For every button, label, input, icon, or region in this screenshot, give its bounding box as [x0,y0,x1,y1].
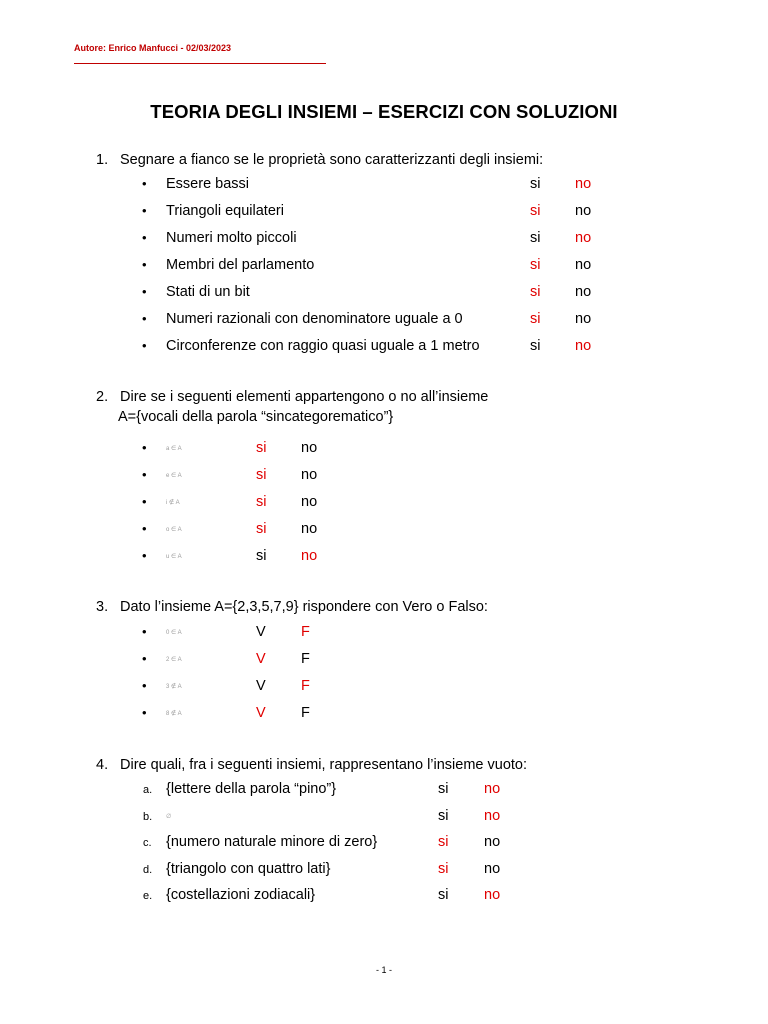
bullet: • [142,176,147,191]
answer-no: no [575,257,592,273]
list-item [0,834,768,854]
item-label: Numeri razionali con denominatore uguale a 0 [166,311,463,327]
list-item [0,781,768,801]
item-label: {lettere della parola “pino”} [166,781,337,797]
bullet: • [142,284,147,299]
list-item [0,521,768,541]
item-label: {triangolo con quattro lati} [166,860,331,877]
answer-yes: si [530,203,541,219]
answer-yes: si [530,257,541,273]
list-item [0,203,768,223]
answer-no: F [301,624,310,640]
list-item [0,887,768,907]
bullet: • [142,651,147,666]
list-item [0,311,768,331]
answer-no: no [301,548,318,564]
answer-no: no [484,860,501,877]
item-label: o ∈ A [166,527,182,533]
item-label: ∅ [166,813,172,820]
answer-yes: si [530,230,541,246]
item-label: i ∉ A [166,500,180,506]
list-item [0,284,768,304]
item-letter: a. [143,784,153,796]
list-item [0,548,768,568]
answer-no: F [301,651,310,667]
answer-no: no [575,230,592,246]
item-letter: d. [143,863,153,876]
item-label: Essere bassi [166,176,250,192]
item-label: 8 ∉ A [166,711,182,717]
answer-yes: si [530,311,541,327]
list-item [0,338,768,358]
list-item [0,440,768,460]
answer-yes: si [256,467,267,483]
bullet: • [142,203,147,218]
list-item [0,467,768,487]
bullet: • [142,624,147,639]
answer-yes: V [256,678,266,694]
bullet: • [142,678,147,693]
item-label: {numero naturale minore di zero} [166,834,378,850]
item-label: 3 ∉ A [166,684,182,690]
answer-no: no [301,494,318,510]
list-item [0,705,768,725]
answer-yes: si [256,548,267,564]
answer-no: no [484,781,501,797]
answer-yes: V [256,705,266,721]
answer-no: no [575,284,592,300]
item-letter: c. [143,837,152,849]
question-text: Segnare a fianco se le proprietà sono caratterizzanti degli insiemi: [120,152,544,168]
bullet: • [142,440,147,455]
page-title: TEORIA DEGLI INSIEMI – ESERCIZI CON SOLUZIONI [150,101,618,122]
answer-yes: si [438,860,449,877]
list-item [0,230,768,250]
item-label: Circonferenze con raggio quasi uguale a 1 metro [166,338,480,354]
answer-no: no [484,807,501,824]
header-rule [74,63,326,64]
bullet: • [142,494,147,509]
answer-yes: si [530,176,541,192]
bullet: • [142,257,147,272]
item-label: a ∈ A [166,446,182,452]
answer-yes: si [438,781,449,797]
question-text: Dire quali, fra i seguenti insiemi, rappresentano l’insieme vuoto: [120,757,528,773]
item-label: Triangoli equilateri [166,203,284,219]
answer-no: no [575,176,592,192]
bullet: • [142,311,147,326]
answer-yes: si [438,887,449,903]
list-item [0,651,768,671]
answer-yes: si [530,338,541,354]
question-text-line-2: A={vocali della parola “sincategorematico”} [118,409,394,425]
answer-no: no [484,887,501,903]
answer-no: no [484,834,501,850]
bullet: • [142,548,147,563]
answer-yes: si [256,440,267,456]
item-letter: b. [143,810,153,823]
page-number: - 1 - [375,965,392,975]
bullet: • [142,467,147,482]
item-label: Stati di un bit [166,284,250,300]
question-number: 3. [96,599,109,615]
list-item [0,678,768,698]
answer-yes: si [256,494,267,510]
question-number: 4. [96,757,109,773]
answer-no: no [575,311,592,327]
bullet: • [142,705,147,720]
bullet: • [142,338,147,353]
item-label: u ∈ A [166,554,182,560]
answer-no: no [301,521,318,537]
answer-yes: V [256,624,266,640]
answer-yes: si [438,807,449,824]
item-label: e ∈ A [166,473,182,479]
list-item [0,257,768,277]
answer-no: F [301,705,310,721]
answer-no: no [575,203,592,219]
answer-yes: si [530,284,541,300]
item-letter: e. [143,890,153,902]
question-number: 1. [96,152,109,168]
bullet: • [142,230,147,245]
answer-yes: si [438,834,449,850]
item-label: Membri del parlamento [166,257,315,273]
question-number: 2. [96,389,109,405]
list-item [0,494,768,514]
item-label: Numeri molto piccoli [166,230,297,246]
author-line: Autore: Enrico Manfucci - 02/03/2023 [74,43,232,53]
bullet: • [142,521,147,536]
answer-yes: V [256,651,266,667]
list-item [0,176,768,196]
list-item [0,808,768,828]
question-text: Dato l’insieme A={2,3,5,7,9} rispondere con Vero o Falso: [120,599,488,615]
item-label: 0 ∈ A [166,630,182,636]
list-item [0,624,768,644]
item-label: 2 ∈ A [166,657,182,663]
answer-no: F [301,678,310,694]
answer-no: no [301,440,318,456]
list-item [0,861,768,881]
answer-yes: si [256,521,267,537]
item-label: {costellazioni zodiacali} [166,887,316,903]
question-text: Dire se i seguenti elementi appartengono o no all’insieme [120,389,489,405]
answer-no: no [575,338,592,354]
answer-no: no [301,467,318,483]
